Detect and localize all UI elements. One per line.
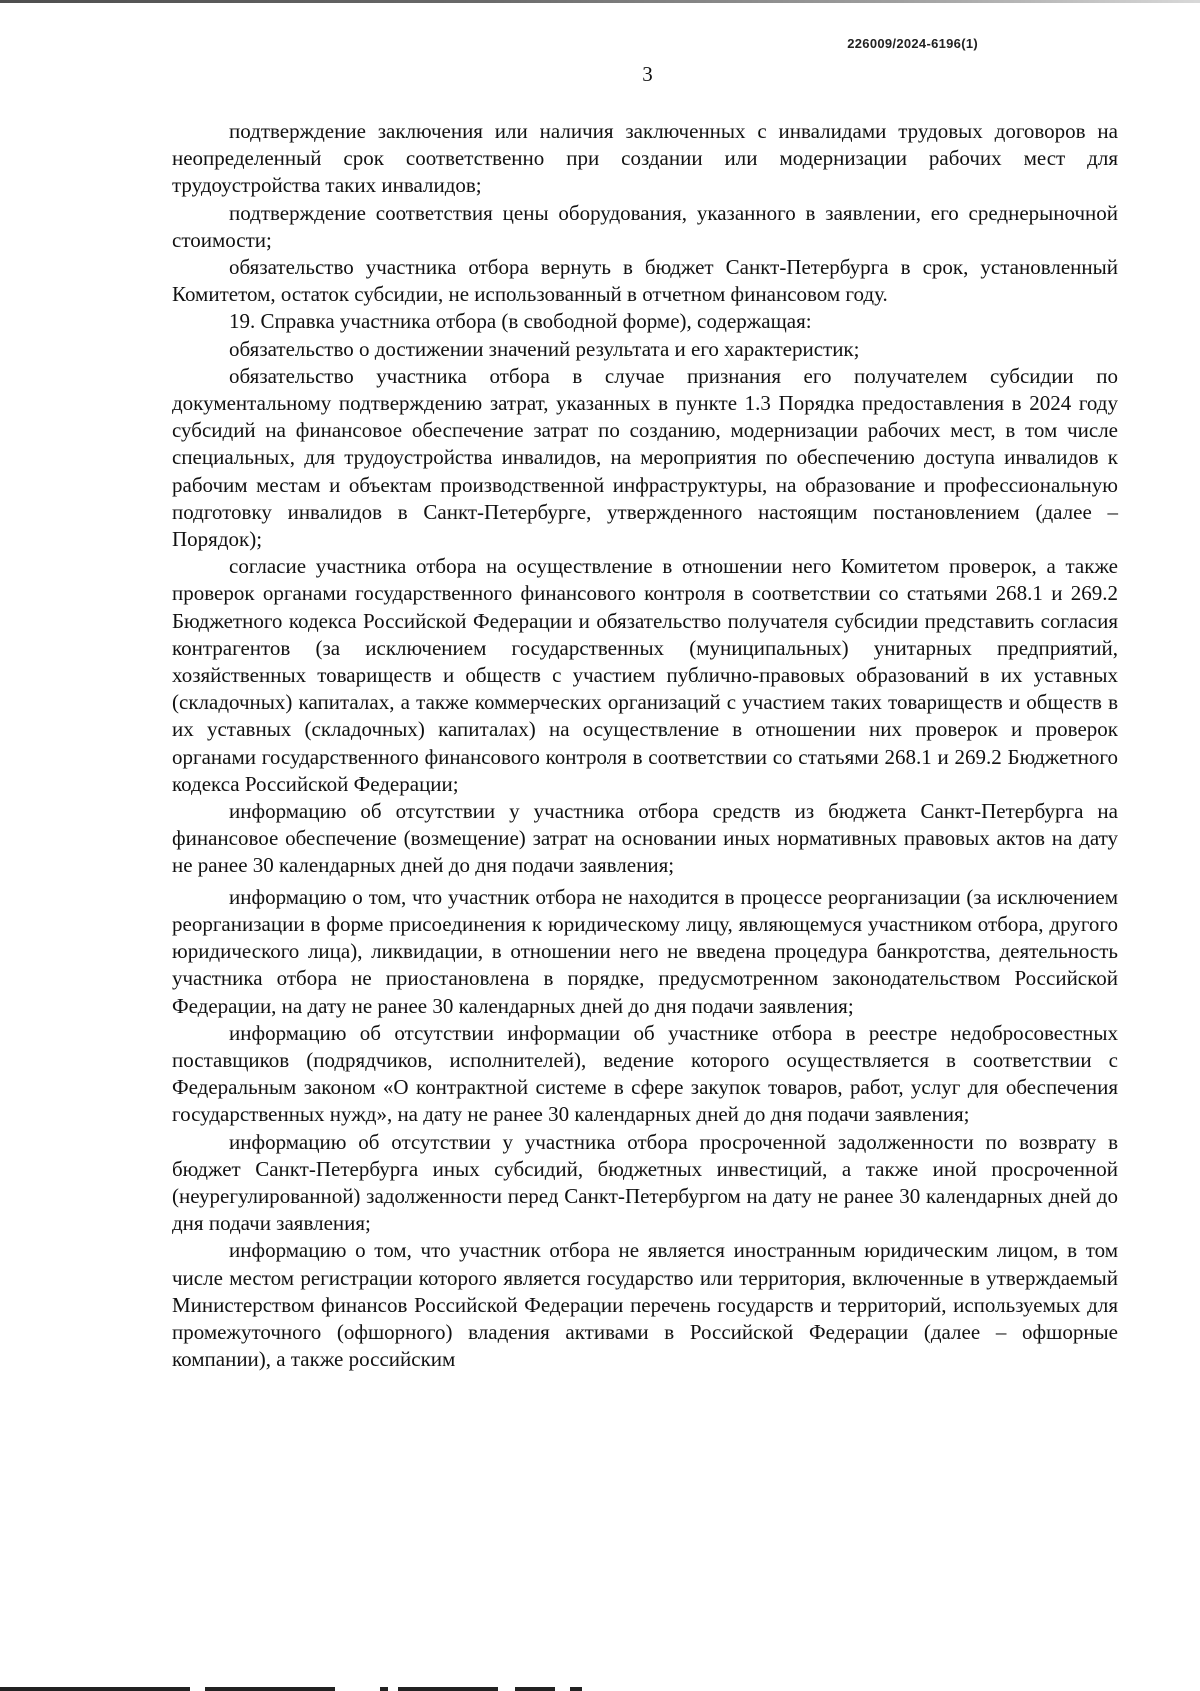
scan-edge-top	[0, 0, 1200, 3]
paragraph-info-no-registry: информацию об отсутствии информации об участнике отбора в реестре недобросовестных поставщиков (подрядчиков, исполнителей), ведение которого осуществляется в соответствии с Федеральным законом «О контрактной системе в сфере закупок товаров, работ, услуг для обеспечения государственных нужд», на дату не ранее 30 календарных дней до дня подачи заявления;	[172, 1020, 1118, 1127]
paragraph-consent-inspections: согласие участника отбора на осуществление в отношении него Комитетом проверок, а также проверок органами государственного финансового контроля в соответствии со статьями 268.1 и 269.2 Бюджетного кодекса Российской Федерации и обязательство получателя субсидии представить согласия контрагентов (за исключением государственных (муниципальных) унитарных предприятий, хозяйственных товариществ и обществ с участием публично-правовых образований в их уставных (складочных) капиталах, а также коммерческих организаций с участием таких товариществ и обществ в их уставных (складочных) капиталах) на осуществление в отношении них проверок и проверок органами государственного финансового контроля в соответствии со статьями 268.1 и 269.2 Бюджетного кодекса Российской Федерации;	[172, 554, 1118, 796]
paragraph-info-no-reorganization: информацию о том, что участник отбора не находится в процессе реорганизации (за исключением реорганизации в форме присоединения к юридическому лицу, являющемуся участником отбора, другого юридического лица), ликвидации, в отношении него не введена процедура банкротства, деятельность участника отбора не приостановлена в порядке, предусмотренном законодательством Российской Федерации, на дату не ранее 30 календарных дней до дня подачи заявления;	[172, 884, 1118, 1018]
scan-edge-bottom	[0, 1685, 1200, 1691]
page-number: 3	[642, 62, 653, 86]
paragraph-item-19: 19. Справка участника отбора (в свободной форме), содержащая:	[229, 309, 812, 334]
paragraph-info-not-foreign: информацию о том, что участник отбора не является иностранным юридическим лицом, в том числе местом регистрации которого является государство или территория, включенные в утверждаемый Министерством финансов Российской Федерации перечень государств и территорий, используемых для промежуточного (офшорного) владения активами в Российской Федерации (далее – офшорные компании), а также российским	[172, 1238, 1118, 1372]
paragraph-obligation-documents: обязательство участника отбора в случае признания его получателем субсидии по документальному подтверждению затрат, указанных в пункте 1.3 Порядка предоставления в 2024 году субсидий на финансовое обеспечение затрат по созданию, модернизации рабочих мест, в том числе специальных, для трудоустройства инвалидов, на мероприятия по обеспечению доступа инвалидов к рабочим местам и объектам производственной инфраструктуры, на образование и профессиональную подготовку инвалидов в Санкт-Петербурге, утвержденного настоящим постановлением (далее – Порядок);	[172, 363, 1118, 552]
paragraph-obligation-return: обязательство участника отбора вернуть в бюджет Санкт-Петербурга в срок, установленный Комитетом, остаток субсидии, не использованный в отчетном финансовом году.	[172, 255, 1118, 307]
paragraph-confirmation-contracts: подтверждение заключения или наличия заключенных с инвалидами трудовых договоров на неопределенный срок соответственно при создании или модернизации рабочих мест для трудоустройства таких инвалидов;	[172, 119, 1118, 198]
document-registration-number: 226009/2024-6196(1)	[847, 36, 978, 51]
paragraph-info-no-debt: информацию об отсутствии у участника отбора просроченной задолженности по возврату в бюджет Санкт-Петербурга иных субсидий, бюджетных инвестиций, а также иной просроченной (неурегулированной) задолженности перед Санкт-Петербургом на дату не ранее 30 календарных дней до дня подачи заявления;	[172, 1129, 1118, 1236]
document-body	[172, 118, 1118, 1373]
paragraph-obligation-result: обязательство о достижении значений результата и его характеристик;	[229, 336, 860, 361]
paragraph-confirmation-price: подтверждение соответствия цены оборудования, указанного в заявлении, его среднерыночной стоимости;	[172, 200, 1118, 252]
paragraph-info-no-funds: информацию об отсутствии у участника отбора средств из бюджета Санкт-Петербурга на финансовое обеспечение (возмещение) затрат на основании иных нормативных правовых актов на дату не ранее 30 календарных дней до дня подачи заявления;	[172, 799, 1118, 878]
